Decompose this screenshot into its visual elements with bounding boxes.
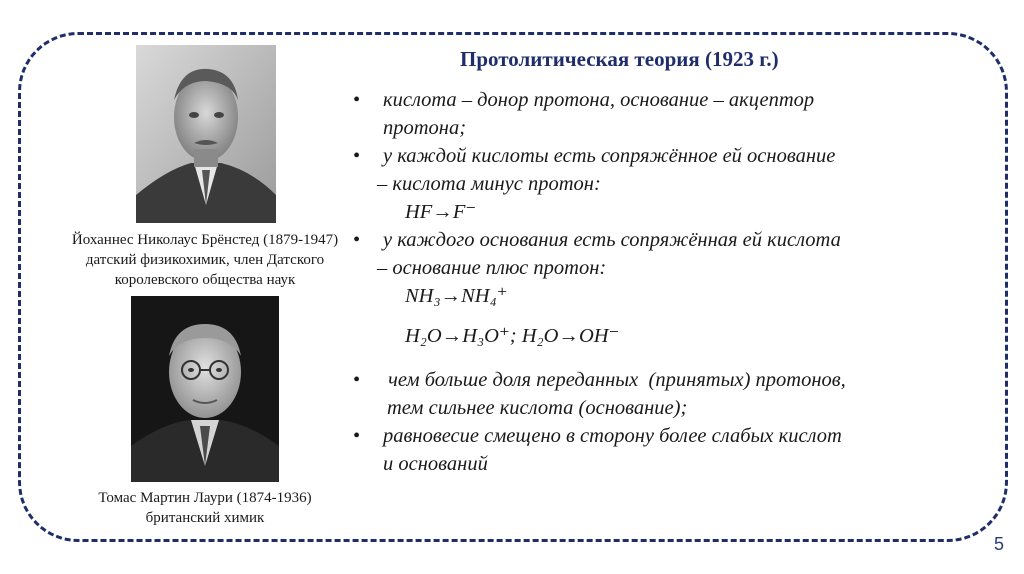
- caption-bronsted-line1: Йоханнес Николаус Брёнстед (1879-1947): [71, 232, 339, 248]
- formula-hf: HF→F⁻: [405, 201, 477, 223]
- caption-bronsted-line2: датский физикохимик, член Датского: [85, 252, 325, 268]
- bullet-item: [345, 86, 985, 142]
- formula-nh3: NH₃→NH₄⁺: [405, 285, 508, 307]
- bullet-item: [345, 142, 985, 226]
- caption-lowry: [60, 488, 350, 528]
- slide-title: Протолитическая теория (1923 г.): [460, 47, 779, 71]
- spacer: [383, 310, 985, 322]
- caption-bronsted: [40, 230, 370, 290]
- portrait-lowry: [131, 296, 279, 482]
- caption-lowry-line1: Томас Мартин Лаури (1874-1936): [98, 490, 312, 506]
- bullet-text: равновесие смещено в сторону более слабых кислот: [383, 425, 842, 447]
- bullet-dot: •: [353, 229, 361, 251]
- bullet-dot: •: [353, 369, 361, 391]
- bullet-text: у каждой кислоты есть сопряжённое ей основание: [383, 145, 836, 167]
- bullet-text: у каждого основания есть сопряжённая ей кислота: [383, 229, 841, 251]
- bullet-text: кислота – донор протона, основание – акцептор: [383, 89, 815, 111]
- caption-bronsted-line3: королевского общества наук: [114, 272, 296, 288]
- bullet-list: [345, 86, 985, 478]
- formula-h2o: H₂O→H₃O⁺; H₂O→OH⁻: [405, 325, 620, 347]
- bullet-text: – кислота минус протон:: [377, 173, 601, 195]
- spacer: [345, 350, 985, 366]
- caption-lowry-line2: британский химик: [145, 510, 265, 526]
- bullet-dot: •: [353, 89, 361, 111]
- bullet-item: [345, 422, 985, 478]
- bullet-text: чем больше доля переданных (принятых) протонов,: [383, 369, 846, 391]
- bullet-item: [345, 366, 985, 422]
- portrait-bronsted: [136, 45, 276, 223]
- bullet-dot: •: [353, 425, 361, 447]
- bullet-text: и оснований: [383, 453, 488, 475]
- bullet-dot: •: [353, 145, 361, 167]
- bullet-text: протона;: [383, 117, 467, 139]
- page-number: 5: [994, 534, 1005, 554]
- portrait-bronsted-image: [136, 45, 276, 223]
- bullet-text: – основание плюс протон:: [377, 257, 607, 279]
- portrait-lowry-image: [131, 296, 279, 482]
- bullet-item: [345, 226, 985, 350]
- bullet-text: тем сильнее кислота (основание);: [387, 397, 688, 419]
